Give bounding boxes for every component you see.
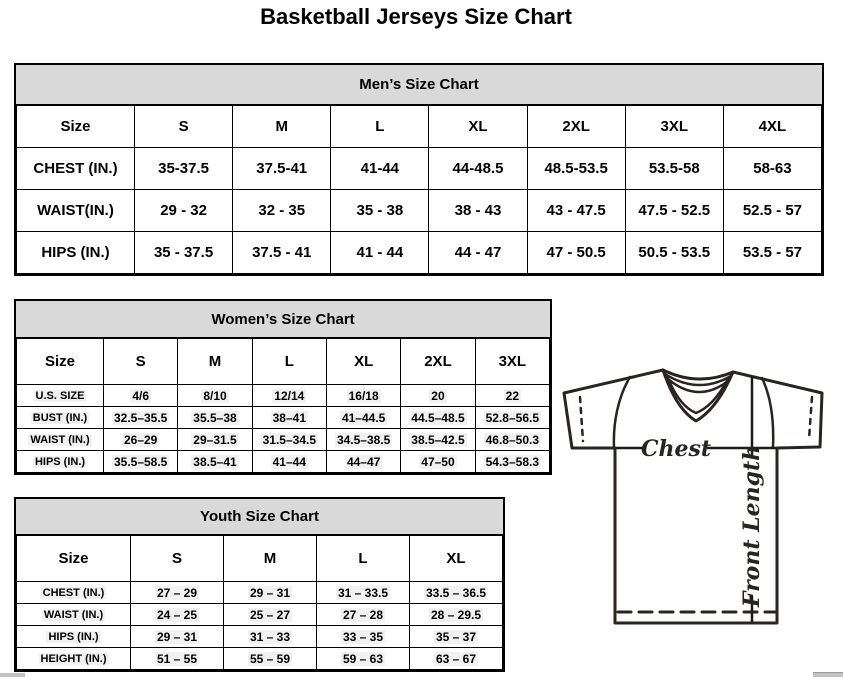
value-cell: [331, 190, 429, 232]
value-cell-text: 22: [505, 388, 519, 403]
value-cell: [178, 385, 252, 407]
value-cell: [429, 190, 527, 232]
size-column-header-text: Size: [60, 118, 91, 135]
value-cell: [527, 232, 625, 274]
front-length-label: Front Length: [739, 444, 765, 608]
value-cell-text: 41–44.5: [341, 410, 386, 425]
column-header: [224, 536, 317, 582]
jersey-diagram: [556, 361, 843, 633]
measurement-row: [17, 451, 550, 473]
row-label: [17, 429, 104, 451]
value-cell-text: 37.5 - 41: [252, 244, 312, 261]
measurement-row: [17, 648, 503, 670]
value-cell: [410, 626, 503, 648]
value-cell-text: 41 - 44: [356, 244, 404, 261]
value-cell: [331, 232, 429, 274]
value-cell: [410, 648, 503, 670]
value-cell-text: 63 – 67: [435, 651, 477, 666]
column-header-text: S: [171, 550, 182, 567]
column-header: [326, 339, 400, 385]
row-label: [17, 407, 104, 429]
column-header: [723, 106, 821, 148]
value-cell: [326, 429, 400, 451]
value-cell: [135, 190, 233, 232]
value-cell-text: 34.5–38.5: [336, 432, 391, 447]
value-cell: [252, 451, 326, 473]
size-column-header: [17, 536, 131, 582]
measurement-row: [17, 604, 503, 626]
value-cell: [401, 385, 475, 407]
row-label-text: HIPS (IN.): [48, 630, 99, 643]
column-header-text: S: [135, 353, 146, 370]
column-header: [233, 106, 331, 148]
row-label: [17, 626, 131, 648]
value-cell: [401, 407, 475, 429]
measurement-row: [17, 232, 822, 274]
value-cell-text: 31 – 33: [249, 629, 291, 644]
value-cell-text: 51 – 55: [156, 651, 198, 666]
value-cell-text: 44 - 47: [454, 244, 502, 261]
youth-chart-title: Youth Size Chart: [16, 499, 503, 535]
value-cell: [723, 148, 821, 190]
scrollbar-fragment-right[interactable]: [813, 672, 843, 677]
value-cell: [429, 232, 527, 274]
column-header-text: M: [275, 118, 288, 135]
header-row: [17, 339, 550, 385]
column-header: [410, 536, 503, 582]
column-header: [331, 106, 429, 148]
value-cell: [527, 190, 625, 232]
row-label: [17, 385, 104, 407]
value-cell-text: 47 - 50.5: [546, 244, 606, 261]
size-column-header-text: Size: [58, 550, 89, 567]
value-cell-text: 44-48.5: [452, 160, 504, 177]
column-header-text: 3XL: [660, 118, 689, 135]
value-cell: [317, 604, 410, 626]
value-cell: [475, 451, 549, 473]
value-cell-text: 16/18: [348, 388, 379, 403]
youth-table: [16, 535, 503, 670]
column-header: [527, 106, 625, 148]
page-title: Basketball Jerseys Size Chart: [260, 4, 572, 29]
column-header-text: XL: [468, 118, 488, 135]
cuff-stitch-right: [809, 397, 812, 439]
row-label: [17, 648, 131, 670]
youth-size-chart: [14, 497, 505, 672]
value-cell: [135, 232, 233, 274]
value-cell-text: 37.5-41: [256, 160, 308, 177]
column-header-text: 3XL: [498, 353, 527, 370]
value-cell: [233, 190, 331, 232]
size-column-header: [17, 106, 135, 148]
column-header-text: XL: [446, 550, 466, 567]
cuff-stitch-left: [580, 397, 583, 441]
value-cell: [104, 451, 178, 473]
womens-chart-title: Women’s Size Chart: [16, 301, 550, 338]
value-cell: [326, 385, 400, 407]
scrollbar-fragment-left[interactable]: [0, 673, 25, 677]
column-header: [475, 339, 549, 385]
value-cell-text: 35.5–58.5: [113, 454, 168, 469]
row-label-text: HEIGHT (IN.): [40, 652, 107, 665]
value-cell-text: 38–41: [272, 410, 306, 425]
value-cell: [252, 407, 326, 429]
column-header: [401, 339, 475, 385]
value-cell-text: 12/14: [274, 388, 305, 403]
value-cell: [178, 429, 252, 451]
column-header-text: 2XL: [424, 353, 452, 370]
row-label: [17, 148, 135, 190]
value-cell: [723, 190, 821, 232]
row-label: [17, 582, 131, 604]
column-header-text: XL: [354, 353, 374, 370]
measurement-row: [17, 626, 503, 648]
size-column-header: [17, 339, 104, 385]
column-header-text: M: [208, 353, 222, 370]
value-cell-text: 41–44: [272, 454, 306, 469]
value-cell-text: 43 - 47.5: [546, 202, 606, 219]
value-cell-text: 54.3–58.3: [485, 454, 540, 469]
value-cell-text: 44–47: [346, 454, 381, 469]
value-cell: [625, 148, 723, 190]
value-cell: [233, 232, 331, 274]
value-cell: [131, 604, 224, 626]
row-label: [17, 190, 135, 232]
column-header-text: L: [358, 550, 368, 567]
header-row: [17, 536, 503, 582]
value-cell-text: 25 – 27: [249, 607, 291, 622]
jersey-measurement-icon: [556, 361, 843, 633]
value-cell: [527, 148, 625, 190]
value-cell-text: 29 - 32: [160, 202, 207, 219]
row-label-text: HIPS (IN.): [34, 455, 86, 468]
value-cell-text: 8/10: [203, 388, 227, 403]
value-cell-text: 32.5–35.5: [113, 410, 168, 425]
value-cell: [178, 407, 252, 429]
measurement-row: [17, 407, 550, 429]
value-cell-text: 27 – 29: [156, 585, 198, 600]
column-header: [429, 106, 527, 148]
value-cell: [625, 232, 723, 274]
measurement-row: [17, 385, 550, 407]
value-cell-text: 52.5 - 57: [742, 202, 803, 219]
value-cell-text: 35.5–38: [193, 410, 237, 425]
value-cell: [410, 582, 503, 604]
value-cell-text: 28 – 29.5: [430, 607, 482, 622]
value-cell-text: 24 – 25: [156, 607, 198, 622]
value-cell-text: 38.5–41: [193, 454, 237, 469]
value-cell: [131, 582, 224, 604]
value-cell-text: 31.5–34.5: [262, 432, 317, 447]
value-cell-text: 47–50: [421, 454, 455, 469]
value-cell: [104, 407, 178, 429]
measurement-row: [17, 429, 550, 451]
value-cell-text: 47.5 - 52.5: [638, 202, 711, 219]
value-cell-text: 55 – 59: [249, 651, 291, 666]
value-cell-text: 58-63: [753, 160, 792, 177]
measurement-row: [17, 190, 822, 232]
row-label-text: CHEST (IN.): [33, 160, 118, 177]
row-label-text: HIPS (IN.): [41, 244, 110, 261]
column-header-text: 2XL: [562, 118, 590, 135]
value-cell: [317, 582, 410, 604]
value-cell: [326, 407, 400, 429]
value-cell-text: 35 - 38: [356, 202, 404, 219]
value-cell: [131, 648, 224, 670]
value-cell: [475, 385, 549, 407]
value-cell: [104, 385, 178, 407]
row-label: [17, 232, 135, 274]
measurement-row: [17, 148, 822, 190]
value-cell-text: 52.8–56.5: [485, 410, 540, 425]
value-cell-text: 33 – 35: [342, 629, 384, 644]
value-cell-text: 4/6: [132, 388, 149, 403]
value-cell-text: 44.5–48.5: [411, 410, 465, 425]
value-cell: [224, 626, 317, 648]
value-cell: [252, 385, 326, 407]
mens-chart-title: Men’s Size Chart: [16, 65, 822, 105]
value-cell-text: 35 – 37: [435, 629, 477, 644]
column-header: [135, 106, 233, 148]
size-column-header-text: Size: [44, 353, 75, 370]
measurement-row: [17, 582, 503, 604]
header-row: [17, 106, 822, 148]
womens-size-chart: [14, 299, 552, 475]
column-header: [178, 339, 252, 385]
value-cell-text: 48.5-53.5: [544, 160, 608, 177]
value-cell-text: 35-37.5: [158, 160, 209, 177]
value-cell: [131, 626, 224, 648]
womens-table: [16, 338, 550, 473]
value-cell: [475, 429, 549, 451]
value-cell: [625, 190, 723, 232]
value-cell: [401, 451, 475, 473]
value-cell-text: 53.5 - 57: [742, 244, 803, 261]
row-label-text: U.S. SIZE: [35, 389, 85, 402]
chest-label: Chest: [640, 436, 712, 462]
row-label-text: WAIST (IN.): [30, 433, 90, 446]
value-cell-text: 46.8–50.3: [485, 432, 540, 447]
value-cell-text: 31 – 33.5: [337, 585, 389, 600]
value-cell-text: 29 – 31: [156, 629, 198, 644]
value-cell-text: 27 – 28: [342, 607, 384, 622]
value-cell: [233, 148, 331, 190]
value-cell-text: 26–29: [123, 432, 158, 447]
column-header: [131, 536, 224, 582]
value-cell-text: 59 – 63: [342, 651, 384, 666]
armhole-seam-left: [614, 377, 630, 447]
value-cell: [410, 604, 503, 626]
mens-size-chart: [14, 63, 824, 276]
value-cell: [224, 648, 317, 670]
value-cell-text: 41-44: [360, 160, 400, 177]
value-cell-text: 32 - 35: [258, 202, 306, 219]
value-cell-text: 33.5 – 36.5: [425, 585, 487, 600]
value-cell-text: 53.5-58: [648, 160, 700, 177]
column-header-text: L: [284, 353, 294, 370]
column-header-text: L: [375, 118, 385, 135]
value-cell-text: 20: [431, 388, 445, 403]
value-cell-text: 38.5–42.5: [411, 432, 465, 447]
column-header: [104, 339, 178, 385]
value-cell: [135, 148, 233, 190]
value-cell-text: 38 - 43: [454, 202, 502, 219]
column-header: [625, 106, 723, 148]
mens-table: [16, 105, 822, 274]
column-header-text: M: [263, 550, 277, 567]
column-header: [317, 536, 410, 582]
value-cell: [104, 429, 178, 451]
value-cell: [224, 604, 317, 626]
row-label: [17, 604, 131, 626]
jersey-outline: [564, 370, 822, 623]
value-cell: [252, 429, 326, 451]
value-cell: [317, 648, 410, 670]
armhole-seam-right: [762, 378, 773, 447]
value-cell: [331, 148, 429, 190]
row-label-text: BUST (IN.): [32, 411, 88, 424]
value-cell: [401, 429, 475, 451]
value-cell: [224, 582, 317, 604]
value-cell: [429, 148, 527, 190]
value-cell-text: 35 - 37.5: [153, 244, 214, 261]
row-label-text: WAIST (IN.): [43, 608, 104, 621]
column-header-text: 4XL: [758, 118, 787, 135]
column-header-text: S: [178, 118, 189, 135]
value-cell-text: 29 – 31: [249, 585, 291, 600]
value-cell-text: 29–31.5: [193, 432, 237, 447]
value-cell: [723, 232, 821, 274]
value-cell: [178, 451, 252, 473]
column-header: [252, 339, 326, 385]
value-cell: [475, 407, 549, 429]
row-label-text: WAIST(IN.): [37, 202, 114, 219]
value-cell-text: 50.5 - 53.5: [638, 244, 711, 261]
value-cell: [317, 626, 410, 648]
row-label-text: CHEST (IN.): [42, 586, 105, 599]
value-cell: [326, 451, 400, 473]
row-label: [17, 451, 104, 473]
